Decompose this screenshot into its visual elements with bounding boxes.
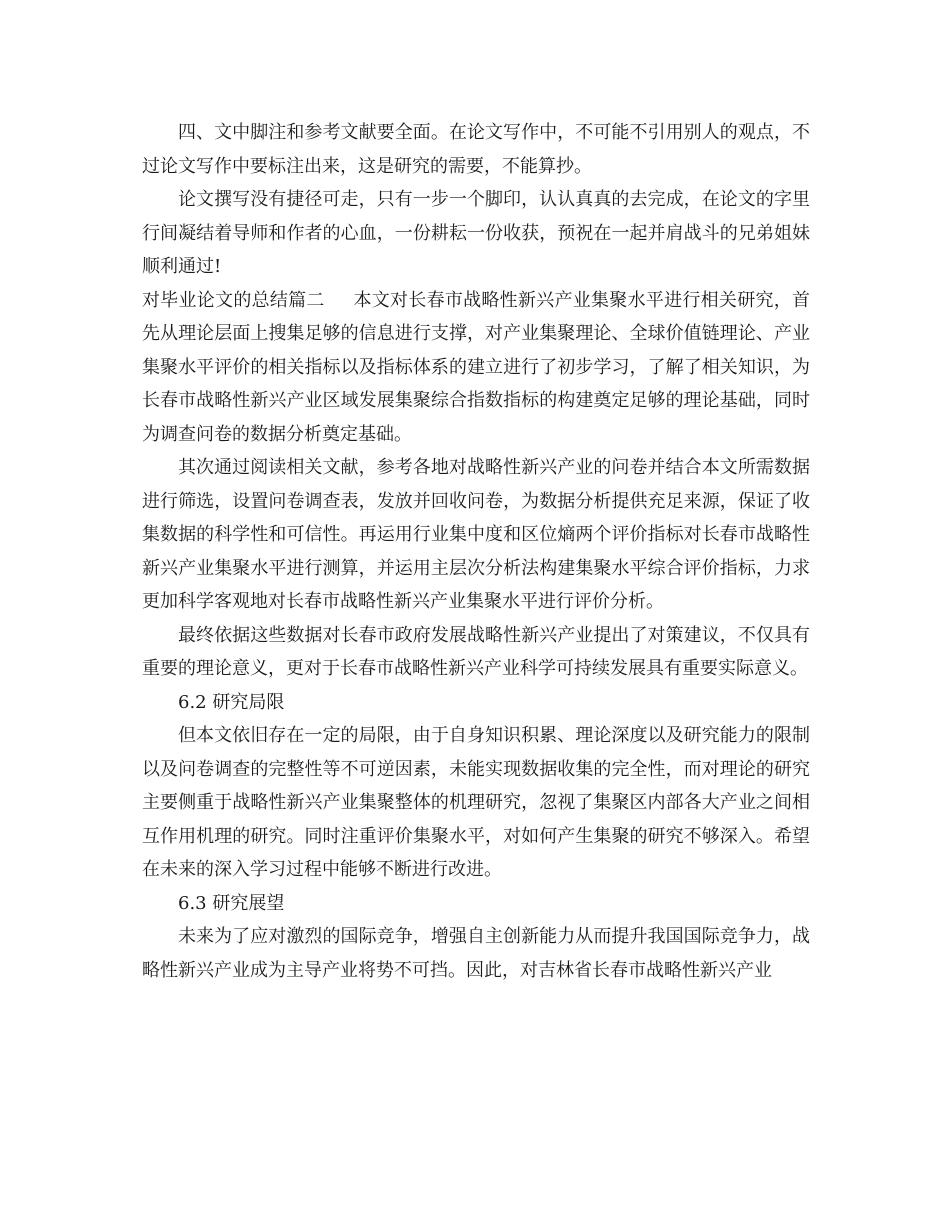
section-title-inline: 对毕业论文的总结篇二 bbox=[142, 289, 325, 311]
paragraph-methods: 其次通过阅读相关文献，参考各地对战略性新兴产业的问卷并结合本文所需数据进行筛选，设置问卷调查表，发放并回收问卷，为数据分析提供充足来源，保证了收集数据的科学性和可信性。再运用行业集中度和区位熵两个评价指标对长春市战略性新兴产业集聚水平进行测算，并运用主层次分析法构建集聚水平综合评价指标，力求更加科学客观地对长春市战略性新兴产业集聚水平进行评价分析。 bbox=[142, 457, 810, 612]
paragraph-summary-text: 本文对长春市战略性新兴产业集聚水平进行相关研究，首先从理论层面上搜集足够的信息进行支撑，对产业集聚理论、全球价值链理论、产业集聚水平评价的相关指标以及指标体系的建立进行了初步学习，了解了相关知识，为长春市战略性新兴产业区域发展集聚综合指数指标的构建奠定足够的理论基础，同时为调查问卷的数据分析奠定基础。 bbox=[142, 289, 811, 445]
document-page bbox=[142, 116, 810, 987]
paragraph-encouragement: 论文撰写没有捷径可走，只有一步一个脚印，认认真真的去完成，在论文的字里行间凝结着导师和作者的心血，一份耕耘一份收获，预祝在一起并肩战斗的兄弟姐妹顺利通过! bbox=[142, 189, 810, 277]
paragraph-summary-intro bbox=[142, 284, 810, 452]
paragraph-conclusion: 最终依据这些数据对长春市政府发展战略性新兴产业提出了对策建议，不仅具有重要的理论意义，更对于长春市战略性新兴产业科学可持续发展具有重要实际意义。 bbox=[142, 624, 810, 679]
heading-research-limitations: 6.2 研究局限 bbox=[178, 691, 285, 713]
paragraph-outlook: 未来为了应对激烈的国际竞争，增强自主创新能力从而提升我国国际竞争力，战略性新兴产业成为主导产业将势不可挡。因此，对吉林省长春市战略性新兴产业 bbox=[142, 926, 810, 981]
paragraph-limitations: 但本文依旧存在一定的局限，由于自身知识积累、理论深度以及研究能力的限制以及问卷调查的完整性等不可逆因素，未能实现数据收集的完全性，而对理论的研究主要侧重于战略性新兴产业集聚整体的机理研究，忽视了集聚区内部各大产业之间相互作用机理的研究。同时注重评价集聚水平，对如何产生集聚的研究不够深入。希望在未来的深入学习过程中能够不断进行改进。 bbox=[142, 725, 810, 880]
heading-research-outlook: 6.3 研究展望 bbox=[178, 892, 285, 914]
paragraph-footnotes: 四、文中脚注和参考文献要全面。在论文写作中，不可能不引用别人的观点，不过论文写作中要标注出来，这是研究的需要，不能算抄。 bbox=[142, 122, 810, 177]
